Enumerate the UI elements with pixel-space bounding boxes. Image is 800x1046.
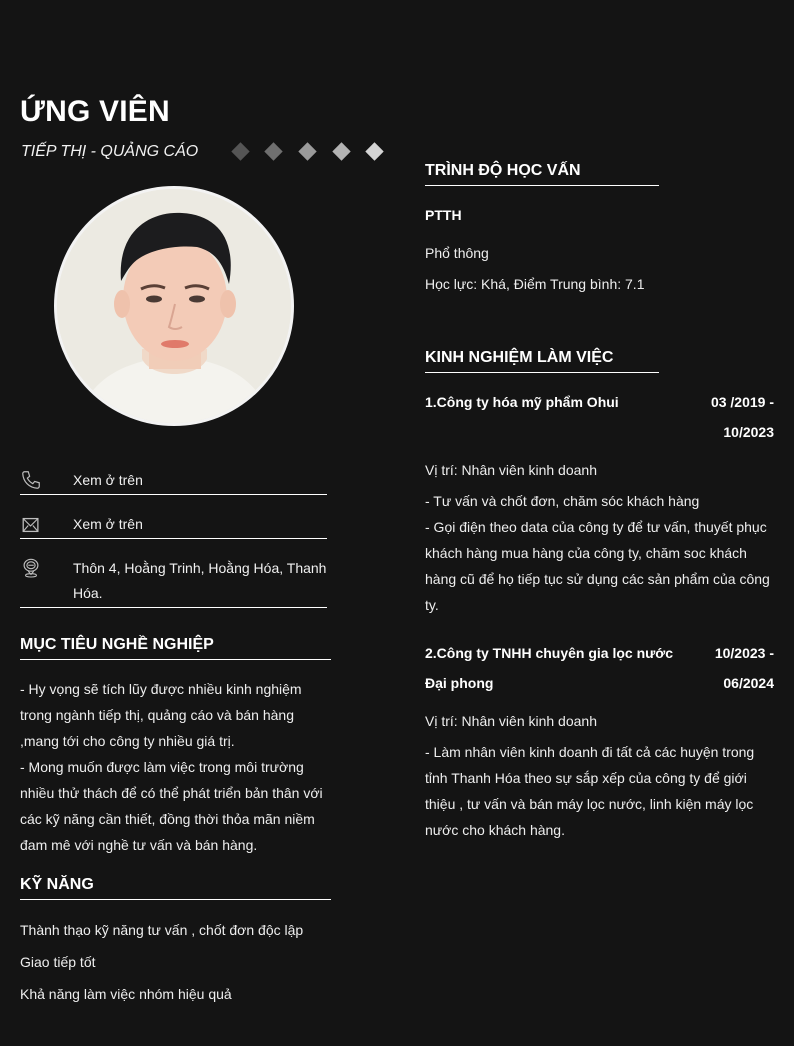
job-date-end: 10/2023 <box>723 424 774 440</box>
objective-line: nhiều thử thách để có thể phát triển bản thân với <box>20 785 323 801</box>
job-line: tỉnh Thanh Hóa theo sự sắp xếp của công ty để giới <box>425 770 747 786</box>
job-line: - Gọi điện theo data của công ty để tư vấn, thuyết phục <box>425 519 767 535</box>
objective-section <box>20 634 331 858</box>
skill-item: Khả năng làm việc nhóm hiệu quả <box>20 986 232 1002</box>
diamond-icon <box>332 142 350 160</box>
job-date-end: 06/2024 <box>723 675 774 691</box>
job-line: khách hàng mua hàng của công ty, chăm soc khách <box>425 545 747 561</box>
objective-line: đam mê với nghề tư vấn và bán hàng. <box>20 837 258 853</box>
job-date-start: 03 /2019 - <box>710 394 774 410</box>
job-company: 2.Công ty TNHH chuyên gia lọc nước <box>425 645 674 661</box>
diamond-icon <box>264 142 282 160</box>
job-entry <box>425 638 774 843</box>
contact-address <box>20 555 327 608</box>
skills-section <box>20 874 331 1010</box>
skill-item: Thành thạo kỹ năng tư vấn , chốt đơn độc lập <box>20 922 304 938</box>
education-school: PTTH <box>425 207 462 223</box>
email-value: Xem ở trên <box>73 516 143 532</box>
phone-value: Xem ở trên <box>73 472 143 488</box>
candidate-role: TIẾP THỊ - QUẢNG CÁO <box>21 143 199 160</box>
job-line: thiệu , tư vấn và bán máy lọc nước, linh kiện máy lọc <box>425 796 754 812</box>
job-line: ty. <box>425 597 439 613</box>
job-company-line2: Đại phong <box>425 675 494 691</box>
job-position: Vị trí: Nhân viên kinh doanh <box>425 462 597 478</box>
contact-phone <box>20 467 327 495</box>
job-line: nước cho khách hàng. <box>425 822 565 838</box>
objective-line: trong ngành tiếp thị, quảng cáo và bán hàng <box>20 707 294 723</box>
education-title: TRÌNH ĐỘ HỌC VẤN <box>425 160 659 186</box>
address-value-line2: Hóa. <box>73 585 103 601</box>
objective-line: - Mong muốn được làm việc trong môi trường <box>20 759 304 775</box>
skills-list <box>20 914 331 1010</box>
rating-diamonds <box>231 142 391 162</box>
diamond-icon <box>365 142 383 160</box>
phone-icon <box>20 469 42 491</box>
job-description <box>425 488 774 618</box>
address-value-line1: Thôn 4, Hoằng Trinh, Hoằng Hóa, Thanh <box>73 560 327 576</box>
objective-line: các kỹ năng cần thiết, đồng thời thỏa mãn niềm <box>20 811 315 827</box>
objective-body <box>20 676 331 858</box>
objective-line: - Hy vọng sẽ tích lũy được nhiều kinh nghiệm <box>20 681 302 697</box>
job-date-start: 10/2023 - <box>714 645 774 661</box>
job-description <box>425 739 774 843</box>
location-pin-icon <box>20 557 42 579</box>
job-line: - Tư vấn và chốt đơn, chăm sóc khách hàng <box>425 493 700 509</box>
job-line: hàng cũ để họ tiếp tục sử dụng các sản phẩm của công <box>425 571 770 587</box>
skill-item: Giao tiếp tốt <box>20 954 96 970</box>
job-line: - Làm nhân viên kinh doanh đi tất cả các huyện trong <box>425 744 755 760</box>
job-entry <box>425 387 774 618</box>
diamond-icon <box>231 142 249 160</box>
education-level: Phổ thông <box>425 245 489 261</box>
education-body <box>425 204 775 295</box>
job-position: Vị trí: Nhân viên kinh doanh <box>425 713 597 729</box>
job-company: 1.Công ty hóa mỹ phẩm Ohui <box>425 394 619 410</box>
objective-title: MỤC TIÊU NGHỀ NGHIỆP <box>20 634 331 660</box>
education-section <box>425 160 659 186</box>
experience-section <box>425 347 659 373</box>
mail-icon <box>20 514 42 536</box>
portrait-illustration <box>57 189 291 423</box>
candidate-photo <box>54 186 294 426</box>
objective-line: ,mang tới cho công ty nhiều giá trị. <box>20 733 235 749</box>
candidate-name: ỨNG VIÊN <box>20 95 170 128</box>
contact-email <box>20 511 327 539</box>
education-grade: Học lực: Khá, Điểm Trung bình: 7.1 <box>425 276 645 292</box>
skills-title: KỸ NĂNG <box>20 874 331 900</box>
diamond-icon <box>298 142 316 160</box>
experience-title: KINH NGHIỆM LÀM VIỆC <box>425 347 659 373</box>
